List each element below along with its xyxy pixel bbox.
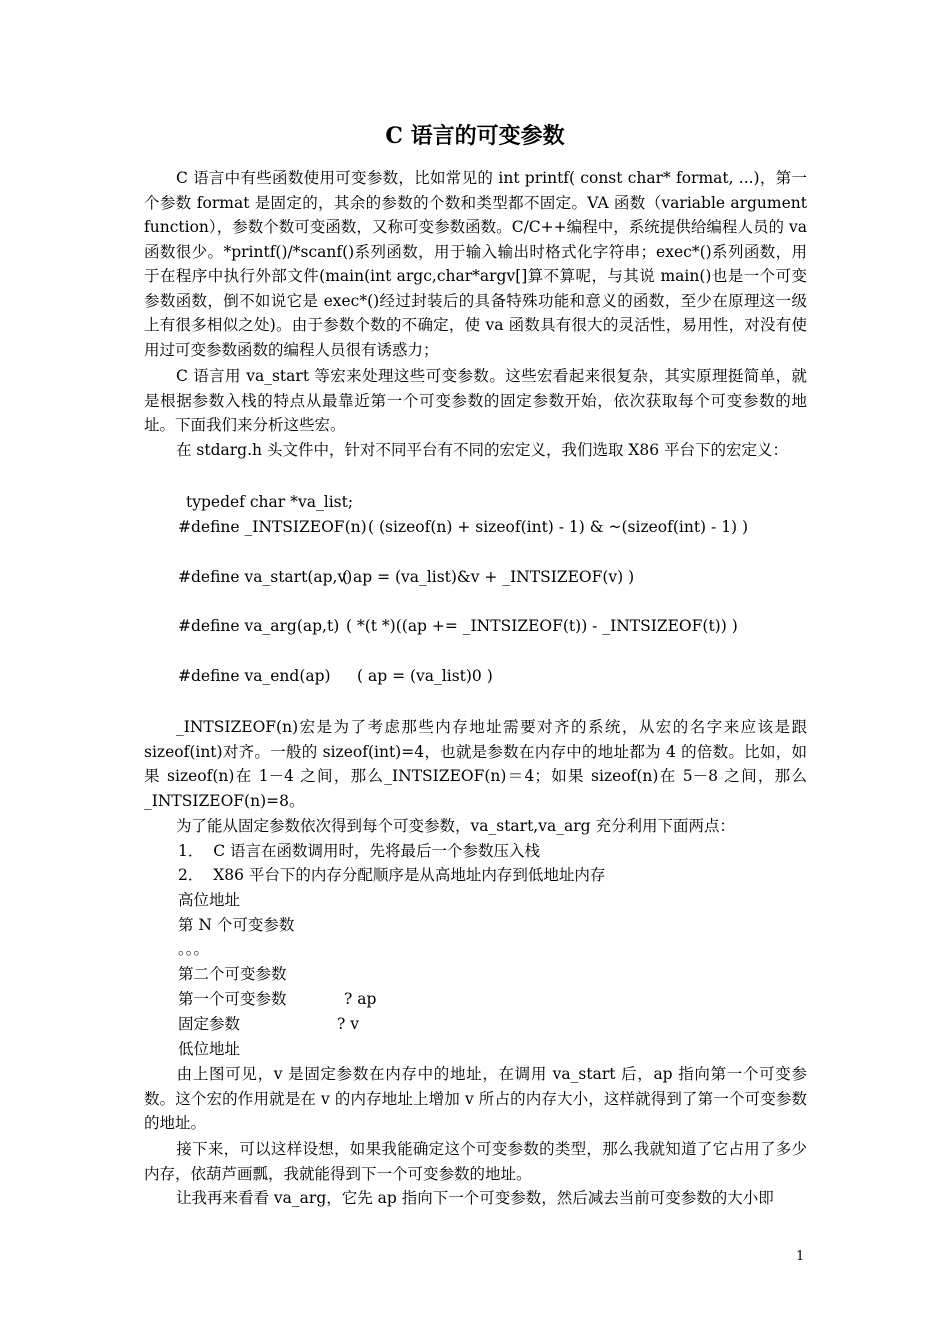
stack-first-param: 第一个可变参数 bbox=[178, 990, 287, 1008]
point-2: 2． X86 平台下的内存分配顺序是从高地址内存到低地址内存 bbox=[178, 866, 606, 884]
stack-fixed-param: 固定参数 bbox=[178, 1015, 241, 1033]
stack-low-address: 低位地址 bbox=[178, 1040, 241, 1058]
page-title: C 语言的可变参数 bbox=[385, 123, 565, 149]
code-va-end-value: ( ap = (va_list)0 ) bbox=[357, 667, 493, 685]
paragraph-next-text: 接下来，可以这样设想，如果我能确定这个可变参数的类型，那么我就知道了它占用了多少内存，依葫芦画瓢，我就能得到下一个可变参数的地址。 bbox=[144, 1140, 807, 1183]
code-va-arg-name: #define va_arg(ap,t) bbox=[178, 617, 340, 635]
paragraph-intsizeof bbox=[144, 715, 807, 813]
paragraph-va-start bbox=[144, 364, 807, 438]
paragraph-stdarg-text: 在 stdarg.h 头文件中，针对不同平台有不同的宏定义，我们选取 X86 平台下的宏定义： bbox=[176, 441, 789, 459]
code-typedef-name: typedef char * bbox=[186, 493, 298, 511]
paragraph-va-arg-text: 让我再来看看 va_arg，它先 ap 指向下一个可变参数，然后减去当前可变参数的大小即 bbox=[176, 1189, 774, 1207]
code-intsizeof-name: #define _INTSIZEOF(n) bbox=[178, 518, 367, 536]
page-number: 1 bbox=[796, 1249, 805, 1264]
paragraph-two-points bbox=[144, 814, 807, 839]
code-typedef-value: va_list; bbox=[298, 493, 354, 511]
code-va-arg-value: ( *(t *)((ap += _INTSIZEOF(t)) - _INTSIZEOF(t)) ) bbox=[346, 617, 738, 635]
paragraph-va-start-text: C 语言用 va_start 等宏来处理这些可变参数。这些宏看起来很复杂，其实原理挺简单，就是根据参数入栈的特点从最靠近第一个可变参数的固定参数开始，依次获取每个可变参数的地址。下面我们来分析这些宏。 bbox=[144, 367, 807, 434]
paragraph-intro bbox=[144, 166, 807, 362]
paragraph-explanation bbox=[144, 1062, 807, 1136]
paragraph-va-arg bbox=[144, 1186, 807, 1211]
stack-high-address: 高位地址 bbox=[178, 891, 241, 909]
paragraph-two-points-text: 为了能从固定参数依次得到每个可变参数，va_start,va_arg 充分利用下面两点： bbox=[176, 817, 735, 835]
stack-nth-param: 第 N 个可变参数 bbox=[178, 916, 295, 934]
stack-ap-marker: ? ap bbox=[344, 990, 377, 1008]
code-va-end-name: #define va_end(ap) bbox=[178, 667, 331, 685]
stack-second-param: 第二个可变参数 bbox=[178, 965, 287, 983]
point-1: 1． C 语言在函数调用时，先将最后一个参数压入栈 bbox=[178, 842, 541, 860]
paragraph-explanation-text: 由上图可见，v 是固定参数在内存中的地址，在调用 va_start 后，ap 指向第一个可变参数。这个宏的作用就是在 v 的内存地址上增加 v 所占的内存大小，这样就得到了第一个可变参数的地址。 bbox=[144, 1065, 807, 1132]
paragraph-next bbox=[144, 1137, 807, 1186]
code-intsizeof-value: ( (sizeof(n) + sizeof(int) - 1) & ~(sizeof(int) - 1) ) bbox=[368, 518, 749, 536]
paragraph-intsizeof-text: _INTSIZEOF(n)宏是为了考虑那些内存地址需要对齐的系统，从宏的名字来应该是跟 sizeof(int)对齐。一般的 sizeof(int)=4，也就是参数在内存中的地址都为 4 的倍数。比如，如果 sizeof(n)在 1－4 之间，那么_INTSIZEOF(n)＝4；如果 sizeof(n)在 5－8 之间，那么_INTSIZEOF(n)=8。 bbox=[144, 718, 807, 810]
paragraph-stdarg bbox=[144, 438, 807, 463]
code-va-start-value: ( ap = (va_list)&v + _INTSIZEOF(v) ) bbox=[342, 568, 635, 586]
paragraph-intro-text: C 语言中有些函数使用可变参数，比如常见的 int printf( const char* format, ...)，第一个参数 format 是固定的，其余的参数的个数和类型都不固定。VA 函数（variable argument function），参数个数可变函数，又称可变参数函数。C/C++编程中，系统提供给编程人员的 va 函数很少。*printf()/*scanf()系列函数，用于输入输出时格式化字符串；exec*()系列函数，用于在程序中执行外部文件(main(int argc,char*argv[]算不算呢，与其说 main()也是一个可变参数函数，倒不如说它是 exec*()经过封装后的具备特殊功能和意义的函数，至少在原理这一级上有很多相似之处)。由于参数个数的不确定，使 va 函数具有很大的灵活性，易用性，对没有使用过可变参数函数的编程人员很有诱惑力； bbox=[144, 169, 807, 359]
stack-v-marker: ? v bbox=[337, 1015, 359, 1033]
code-va-start-name: #define va_start(ap,v) bbox=[178, 568, 353, 586]
stack-ellipsis: 。。。 bbox=[178, 940, 210, 958]
